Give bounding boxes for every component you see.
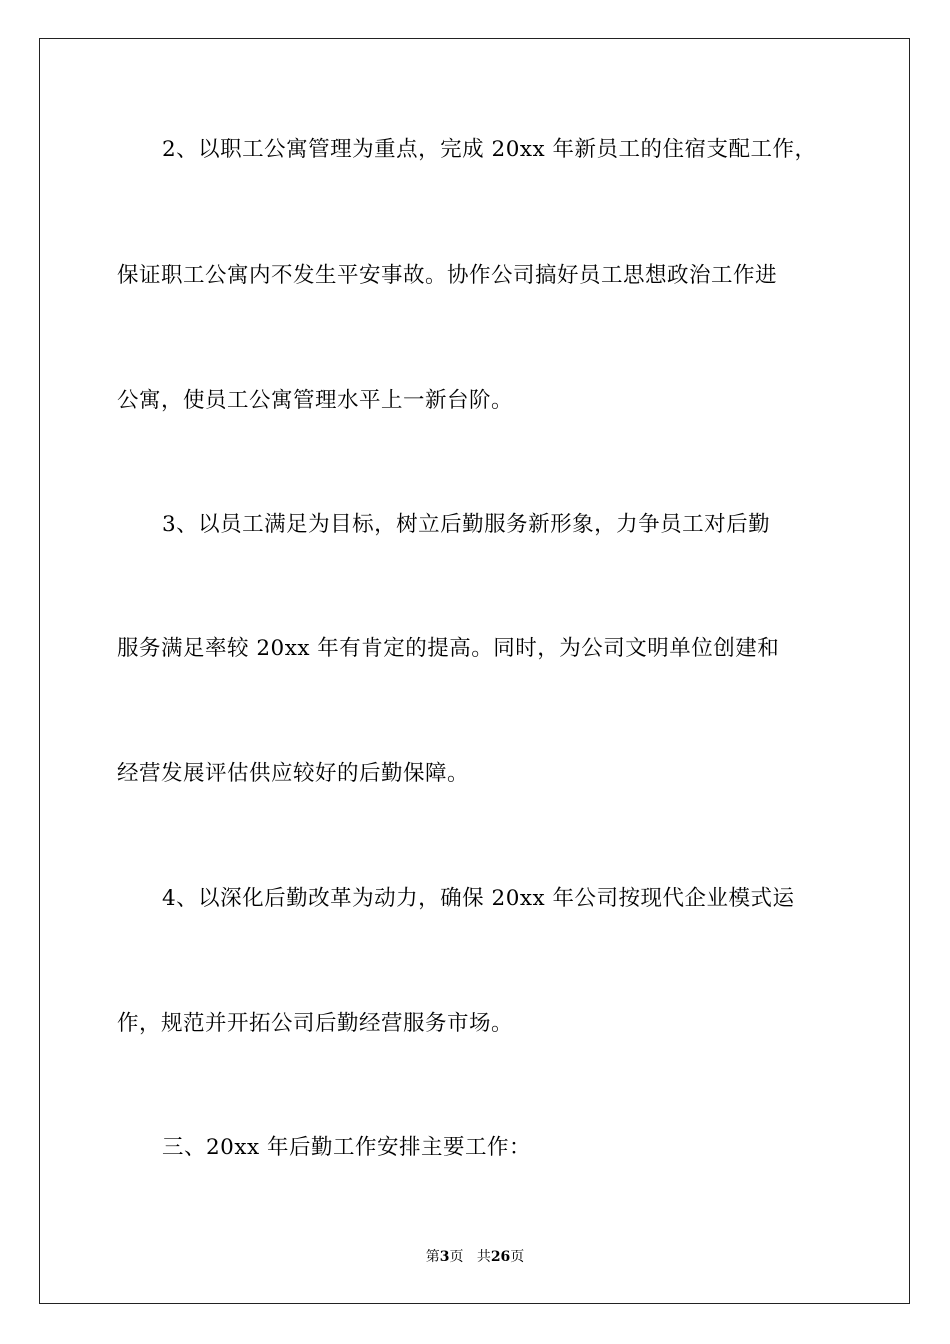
paragraph-3-line-2: 服务满足率较 20xx 年有肯定的提高。同时，为公司文明单位创建和 — [117, 636, 780, 661]
paragraph-3-line-3: 经营发展评估供应较好的后勤保障。 — [117, 761, 470, 786]
paragraph-3-line-1: 3、以员工满足为目标，树立后勤服务新形象，力争员工对后勤 — [162, 512, 771, 537]
page-border — [39, 38, 910, 1304]
footer-page-suffix: 页 — [449, 1249, 464, 1265]
page-footer — [0, 1248, 950, 1266]
paragraph-4-line-1: 4、以深化后勤改革为动力，确保 20xx 年公司按现代企业模式运 — [162, 886, 795, 911]
section-heading-three: 三、20xx 年后勤工作安排主要工作： — [162, 1135, 531, 1160]
paragraph-2-line-2: 保证职工公寓内不发生平安事故。协作公司搞好员工思想政治工作进 — [117, 263, 778, 288]
paragraph-4-line-2: 作，规范并开拓公司后勤经营服务市场。 — [117, 1011, 514, 1036]
footer-page-number: 3 — [439, 1249, 450, 1265]
footer-total-suffix: 页 — [510, 1249, 525, 1265]
paragraph-2-line-3: 公寓，使员工公寓管理水平上一新台阶。 — [117, 388, 514, 413]
footer-total-pages: 26 — [490, 1249, 511, 1265]
footer-total-prefix: 共 — [476, 1249, 491, 1265]
footer-page-prefix: 第 — [425, 1249, 440, 1265]
paragraph-2-line-1: 2、以职工公寓管理为重点，完成 20xx 年新员工的住宿支配工作， — [162, 137, 817, 162]
